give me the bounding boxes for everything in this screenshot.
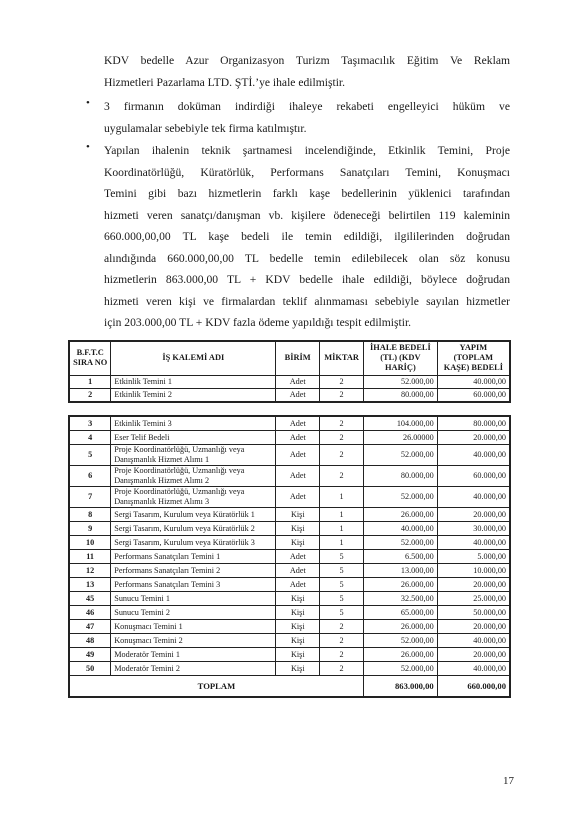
cell-birim: Kişi: [276, 592, 320, 606]
cell-birim: Kişi: [276, 522, 320, 536]
paragraph-continuation: [104, 50, 510, 93]
cell-miktar: 2: [320, 445, 364, 466]
cell-yapim-bedeli: 40.000,00: [437, 487, 510, 508]
cell-ihale-bedeli: 104.000,00: [363, 416, 437, 431]
cell-sira-no: 49: [69, 648, 111, 662]
cell-birim: Kişi: [276, 662, 320, 676]
cell-miktar: 1: [320, 508, 364, 522]
page-number: 17: [503, 775, 514, 787]
cell-ihale-bedeli: 52.000,00: [363, 662, 437, 676]
text-line: hizmetlerin 863.000,00 TL + KDV bedelle ihale edildiği, böylece doğrudan: [104, 273, 510, 286]
cell-is-kalemi: Sergi Tasarım, Kurulum veya Küratörlük 3: [111, 536, 276, 550]
cell-sira-no: 10: [69, 536, 111, 550]
cell-yapim-bedeli: 40.000,00: [437, 445, 510, 466]
table-row: [69, 648, 510, 662]
cell-sira-no: 8: [69, 508, 111, 522]
cell-ihale-bedeli: 26.000,00: [363, 620, 437, 634]
table-row: [69, 606, 510, 620]
cell-miktar: 1: [320, 522, 364, 536]
total-ihale: 863.000,00: [363, 676, 437, 698]
text-line: alındığında 660.000,00,00 TL bedelle temin edilebilecek olan söz konusu: [104, 251, 510, 265]
cell-ihale-bedeli: 26.00000: [363, 431, 437, 445]
cell-sira-no: 4: [69, 431, 111, 445]
cell-is-kalemi: Performans Sanatçıları Temini 3: [111, 578, 276, 592]
table-row: [69, 536, 510, 550]
text-line: uygulamalar sebebiyle tek firma katılmıştır.: [104, 121, 307, 135]
cell-is-kalemi: Konuşmacı Temini 2: [111, 634, 276, 648]
text-line: Hizmetleri Pazarlama LTD. ŞTİ.’ye ihale edilmiştir.: [104, 75, 346, 89]
cell-yapim-bedeli: 20.000,00: [437, 431, 510, 445]
bullet-dot: •: [86, 97, 90, 109]
cell-ihale-bedeli: 26.000,00: [363, 578, 437, 592]
cell-sira-no: 5: [69, 445, 111, 466]
cell-ihale-bedeli: 65.000,00: [363, 606, 437, 620]
cell-yapim-bedeli: 40.000,00: [437, 634, 510, 648]
cell-miktar: 1: [320, 536, 364, 550]
cell-is-kalemi: Sunucu Temini 2: [111, 606, 276, 620]
cell-ihale-bedeli: 26.000,00: [363, 508, 437, 522]
cell-miktar: 2: [320, 375, 364, 388]
table-total-row: [69, 676, 510, 698]
cell-ihale-bedeli: 26.000,00: [363, 648, 437, 662]
cell-miktar: 2: [320, 620, 364, 634]
cell-miktar: 2: [320, 648, 364, 662]
header-ihale-bedeli: İHALE BEDELİ (TL) (KDV HARİÇ): [364, 341, 438, 375]
cell-yapim-bedeli: 10.000,00: [437, 564, 510, 578]
text-line: 660.000,00,00 TL kaşe bedeli ile temin edildiği, ilgililerinden doğrudan: [104, 230, 510, 243]
cell-miktar: 5: [320, 592, 364, 606]
cell-birim: Adet: [276, 416, 320, 431]
cell-miktar: 5: [320, 578, 364, 592]
header-sira-no: B.F.T.C SIRA NO: [69, 341, 111, 375]
text-line: hizmeti veren kişi ve firmalardan teklif alınmaması sebebiyle sayılan hizmetler: [104, 294, 510, 308]
cell-is-kalemi: Sergi Tasarım, Kurulum veya Küratörlük 2: [111, 522, 276, 536]
cell-miktar: 5: [320, 564, 364, 578]
table-row: [69, 388, 510, 402]
cell-yapim-bedeli: 80.000,00: [437, 416, 510, 431]
cell-is-kalemi: Performans Sanatçıları Temini 2: [111, 564, 276, 578]
cell-birim: Adet: [276, 578, 320, 592]
table-header-row: [69, 341, 510, 375]
table-row: [69, 431, 510, 445]
cell-is-kalemi: Performans Sanatçıları Temini 1: [111, 550, 276, 564]
cell-is-kalemi: Etkinlik Temini 2: [111, 388, 276, 402]
cell-is-kalemi: Sunucu Temini 1: [111, 592, 276, 606]
header-is-kalemi: İŞ KALEMİ ADI: [111, 341, 276, 375]
cell-ihale-bedeli: 13.000,00: [363, 564, 437, 578]
cell-ihale-bedeli: 52.000,00: [363, 445, 437, 466]
table-row: [69, 466, 510, 487]
bullet-dot: •: [86, 141, 90, 153]
cell-miktar: 5: [320, 550, 364, 564]
table-row: [69, 578, 510, 592]
cell-sira-no: 3: [69, 416, 111, 431]
cell-miktar: 2: [320, 466, 364, 487]
cell-ihale-bedeli: 80.000,00: [363, 466, 437, 487]
table-row: [69, 375, 510, 388]
text-line: için 203.000,00 TL + KDV fazla ödeme yapıldığı tespit edilmiştir.: [104, 316, 412, 329]
cell-ihale-bedeli: 52.000,00: [364, 375, 438, 388]
table-row: [69, 550, 510, 564]
cell-is-kalemi: Moderatör Temini 2: [111, 662, 276, 676]
cell-birim: Kişi: [276, 508, 320, 522]
cell-sira-no: 50: [69, 662, 111, 676]
cell-yapim-bedeli: 40.000,00: [437, 662, 510, 676]
table-row: [69, 592, 510, 606]
cell-ihale-bedeli: 6.500,00: [363, 550, 437, 564]
cell-yapim-bedeli: 50.000,00: [437, 606, 510, 620]
table-row: [69, 445, 510, 466]
cell-miktar: 2: [320, 662, 364, 676]
cell-birim: Adet: [276, 550, 320, 564]
cell-birim: Adet: [276, 487, 320, 508]
cell-birim: Adet: [276, 431, 320, 445]
text-line: 3 firmanın doküman indirdiği ihaleye rekabeti engelleyici hüküm ve: [104, 100, 510, 113]
cell-is-kalemi: Eser Telif Bedeli: [111, 431, 276, 445]
table-row: [69, 487, 510, 508]
cell-birim: Kişi: [276, 634, 320, 648]
cell-is-kalemi: Moderatör Temini 1: [111, 648, 276, 662]
cell-ihale-bedeli: 32.500,00: [363, 592, 437, 606]
table-row: [69, 416, 510, 431]
header-birim: BİRİM: [276, 341, 320, 375]
total-yapim: 660.000,00: [437, 676, 510, 698]
table-row: [69, 662, 510, 676]
cell-miktar: 2: [320, 431, 364, 445]
text-line: Koordinatörlüğü, Küratörlük, Performans Sanatçıları Temini, Konuşmacı: [104, 165, 510, 179]
cell-sira-no: 2: [69, 388, 111, 402]
cell-birim: Kişi: [276, 536, 320, 550]
cell-is-kalemi: Etkinlik Temini 3: [111, 416, 276, 431]
cost-table-part-2: [68, 415, 511, 698]
cell-is-kalemi: Etkinlik Temini 1: [111, 375, 276, 388]
cell-yapim-bedeli: 60.000,00: [437, 388, 510, 402]
cell-sira-no: 11: [69, 550, 111, 564]
table-row: [69, 522, 510, 536]
cell-birim: Kişi: [276, 620, 320, 634]
cell-miktar: 1: [320, 487, 364, 508]
cell-sira-no: 46: [69, 606, 111, 620]
cell-yapim-bedeli: 25.000,00: [437, 592, 510, 606]
cell-yapim-bedeli: 20.000,00: [437, 578, 510, 592]
cell-sira-no: 48: [69, 634, 111, 648]
header-miktar: MİKTAR: [320, 341, 364, 375]
text-line: KDV bedelle Azur Organizasyon Turizm Taşımacılık Eğitim Ve Reklam: [104, 54, 510, 67]
text-line: hizmeti veren sanatçı/danışman vb. kişilere ödeneceği belirtilen 119 kaleminin: [104, 208, 510, 222]
cell-birim: Kişi: [276, 606, 320, 620]
table-row: [69, 620, 510, 634]
bullet-paragraph-competition: [104, 96, 510, 139]
cell-yapim-bedeli: 30.000,00: [437, 522, 510, 536]
total-label: TOPLAM: [69, 676, 363, 698]
text-line: Temini gibi bazı hizmetlerin farklı kaşe bedellerinin yüklenici tarafından: [104, 187, 510, 200]
cell-miktar: 2: [320, 416, 364, 431]
cell-miktar: 5: [320, 606, 364, 620]
cell-sira-no: 1: [69, 375, 111, 388]
cell-is-kalemi: Konuşmacı Temini 1: [111, 620, 276, 634]
table-row: [69, 634, 510, 648]
cell-sira-no: 45: [69, 592, 111, 606]
header-yapim-bedeli: YAPIM (TOPLAM KAŞE) BEDELİ: [437, 341, 510, 375]
cell-birim: Adet: [276, 375, 320, 388]
cell-yapim-bedeli: 40.000,00: [437, 375, 510, 388]
cell-yapim-bedeli: 60.000,00: [437, 466, 510, 487]
cost-table-part-1: [68, 340, 511, 403]
cell-is-kalemi: Proje Koordinatörlüğü, Uzmanlığı veya Danışmanlık Hizmet Alımı 3: [111, 487, 276, 508]
cell-ihale-bedeli: 40.000,00: [363, 522, 437, 536]
cell-birim: Adet: [276, 564, 320, 578]
cell-ihale-bedeli: 52.000,00: [363, 487, 437, 508]
table-row: [69, 508, 510, 522]
cell-sira-no: 12: [69, 564, 111, 578]
bullet-paragraph-specification: [104, 140, 510, 334]
cell-sira-no: 6: [69, 466, 111, 487]
cell-is-kalemi: Proje Koordinatörlüğü, Uzmanlığı veya Danışmanlık Hizmet Alımı 2: [111, 466, 276, 487]
cell-miktar: 2: [320, 388, 364, 402]
cell-ihale-bedeli: 52.000,00: [363, 634, 437, 648]
cell-birim: Adet: [276, 445, 320, 466]
cell-sira-no: 7: [69, 487, 111, 508]
cell-sira-no: 9: [69, 522, 111, 536]
cell-birim: Adet: [276, 388, 320, 402]
cell-yapim-bedeli: 20.000,00: [437, 648, 510, 662]
cell-birim: Kişi: [276, 648, 320, 662]
cell-miktar: 2: [320, 634, 364, 648]
cell-yapim-bedeli: 5.000,00: [437, 550, 510, 564]
cell-sira-no: 47: [69, 620, 111, 634]
cell-yapim-bedeli: 20.000,00: [437, 508, 510, 522]
cell-ihale-bedeli: 80.000,00: [364, 388, 438, 402]
cell-is-kalemi: Sergi Tasarım, Kurulum veya Küratörlük 1: [111, 508, 276, 522]
cell-is-kalemi: Proje Koordinatörlüğü, Uzmanlığı veya Danışmanlık Hizmet Alımı 1: [111, 445, 276, 466]
cell-birim: Adet: [276, 466, 320, 487]
table-row: [69, 564, 510, 578]
cell-ihale-bedeli: 52.000,00: [363, 536, 437, 550]
text-line: Yapılan ihalenin teknik şartnamesi incelendiğinde, Etkinlik Temini, Proje: [104, 144, 510, 157]
cell-yapim-bedeli: 40.000,00: [437, 536, 510, 550]
cell-sira-no: 13: [69, 578, 111, 592]
cell-yapim-bedeli: 20.000,00: [437, 620, 510, 634]
